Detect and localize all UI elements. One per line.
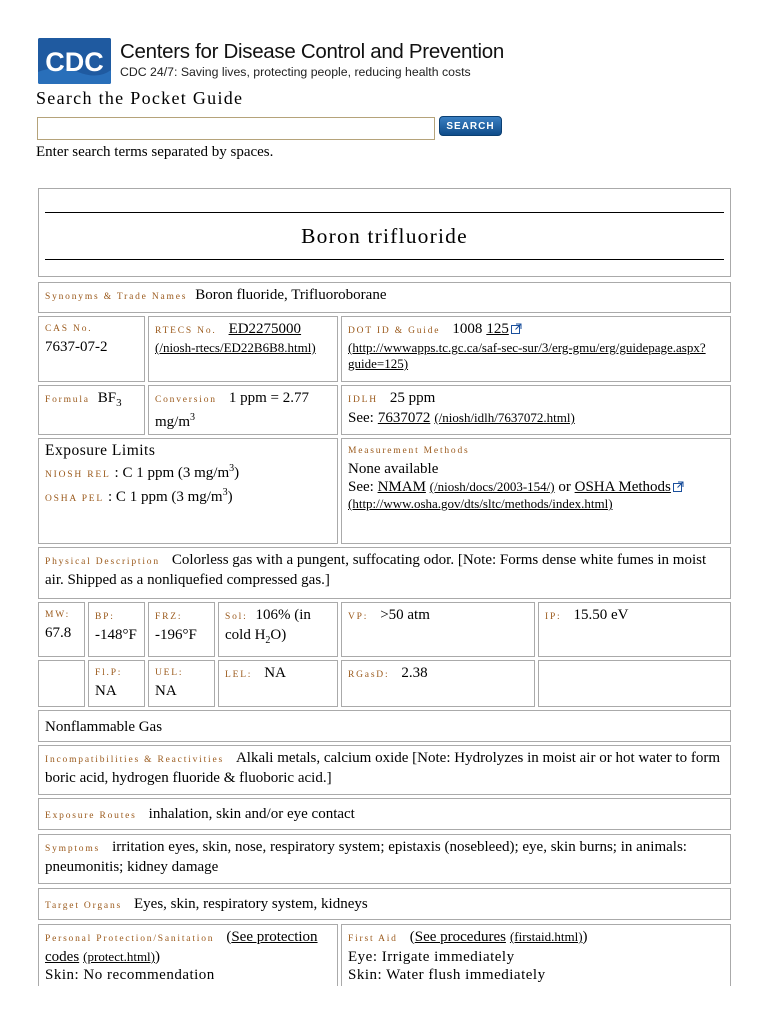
external-link-icon [673, 481, 684, 492]
osha-pel-label: OSHA PEL [45, 494, 105, 504]
idlh-url[interactable]: (/niosh/idlh/7637072.html) [434, 410, 575, 425]
svg-text:CDC: CDC [45, 47, 104, 77]
ppe-skin: Skin: No recommendation [45, 967, 215, 983]
external-link-icon [511, 323, 522, 334]
sol-value: 106% (in cold $H_2O$) [225, 607, 311, 646]
symptoms-value: irritation eyes, skin, nose, respiratory system; epistaxis (nosebleed); eye, skin burns; in animals: pneumonitis; kidney damage [45, 839, 687, 875]
synonyms-label: Synonyms & Trade Names [45, 292, 188, 302]
niosh-rel-label: NIOSH REL [45, 470, 111, 480]
cas-cell [38, 316, 145, 382]
first-aid-label: First Aid [348, 934, 398, 944]
nmam-link[interactable]: NMAM [377, 479, 426, 495]
bp-label: BP: [95, 612, 115, 622]
cas-value: 7637-07-2 [45, 339, 108, 355]
target-organs-row [38, 888, 731, 920]
osha-methods-url[interactable]: (http://www.osha.gov/dts/sltc/methods/index.html) [348, 496, 613, 511]
vp-cell [341, 602, 535, 657]
chemical-name: Boron trifluoride [301, 224, 468, 248]
dot-guide-link[interactable]: 125 [486, 321, 509, 337]
exposure-routes-row [38, 798, 731, 830]
niosh-rel-value: : C 1 ppm (3 $mg/m^3$) [114, 463, 240, 481]
measurement-label: Measurement Methods [348, 446, 470, 456]
physical-description-row [38, 547, 731, 599]
search-button[interactable]: SEARCH [439, 116, 502, 136]
empty-cell [38, 660, 85, 707]
search-hint: Enter search terms separated by spaces. [36, 144, 274, 160]
sol-cell [218, 602, 338, 657]
first-aid-skin: Skin: Water flush immediately [348, 967, 546, 983]
site-header [38, 38, 738, 86]
ip-value: 15.50 eV [573, 607, 629, 623]
site-title[interactable]: Centers for Disease Control and Prevention [120, 40, 504, 63]
symptoms-row [38, 834, 731, 884]
measurement-cell: Measurement Methods None available See: NMAM (/niosh/docs/2003-154/) or OSHA Methods (http://www.osha.gov/dts/sltc/methods/index.html) [341, 438, 731, 544]
conversion-value: 1 ppm = 2.77 $mg/m^3$ [155, 390, 309, 430]
frz-value: -196°F [155, 627, 197, 643]
uel-label: UEL: [155, 668, 184, 678]
osha-methods-link[interactable]: OSHA Methods [574, 479, 671, 495]
physical-label: Physical Description [45, 557, 160, 567]
idlh-cell: IDLH 25 ppm See: 7637072 (/niosh/idlh/7637072.html) [341, 385, 731, 435]
cdc-logo[interactable] [38, 38, 111, 84]
lel-label: LEL: [225, 670, 253, 680]
idlh-value: 25 ppm [389, 390, 436, 406]
search-input[interactable] [37, 117, 435, 140]
ip-cell [538, 602, 731, 657]
vp-label: VP: [348, 612, 369, 622]
first-aid-url[interactable]: (firstaid.html) [509, 929, 583, 944]
nmam-url[interactable]: (/niosh/docs/2003-154/) [429, 479, 555, 494]
dot-id: 1008 [452, 321, 483, 337]
lel-value: NA [264, 665, 286, 681]
measurement-none: None available [348, 461, 439, 477]
rtecs-label: RTECS No. [155, 326, 217, 336]
incompat-label: Incompatibilities & Reactivities [45, 755, 224, 765]
vp-value: >50 atm [380, 607, 430, 623]
target-label: Target Organs [45, 901, 122, 911]
lel-cell [218, 660, 338, 707]
conversion-cell [148, 385, 338, 435]
cas-label: CAS No. [45, 324, 93, 334]
flammability-value: Nonflammable Gas [45, 719, 163, 735]
mw-label: MW: [45, 610, 71, 620]
rtecs-cell [148, 316, 338, 382]
routes-value: inhalation, skin and/or eye contact [148, 806, 355, 822]
synonyms-row [38, 282, 731, 313]
rgasd-label: RGasD: [348, 670, 390, 680]
flp-cell [88, 660, 145, 707]
uel-cell [148, 660, 215, 707]
dot-url[interactable]: (http://wwwapps.tc.gc.ca/saf-sec-sur/3/erg-gmu/erg/guidepage.aspx?guide=125) [348, 340, 706, 371]
formula-cell [38, 385, 145, 435]
ppe-cell: Personal Protection/Sanitation (See protection codes (protect.html)) Skin: No recommendation [38, 924, 338, 986]
first-aid-cell: First Aid (See procedures (firstaid.html)) Eye: Irrigate immediately Skin: Water flush immediately [341, 924, 731, 986]
ppe-label: Personal Protection/Sanitation [45, 934, 215, 944]
flp-value: NA [95, 683, 117, 699]
flammability-row [38, 710, 731, 742]
formula-value: $BF_3$ [97, 390, 122, 409]
exposure-limits-cell [38, 438, 338, 544]
routes-label: Exposure Routes [45, 811, 137, 821]
chemical-title-box [38, 188, 731, 277]
target-value: Eyes, skin, respiratory system, kidneys [134, 896, 368, 912]
osha-pel-value: : C 1 ppm (3 $mg/m^3$) [108, 487, 233, 505]
ip-label: IP: [545, 612, 562, 622]
uel-value: NA [155, 683, 177, 699]
frz-label: FRZ: [155, 612, 183, 622]
mw-value: 67.8 [45, 625, 72, 641]
sol-label: Sol: [225, 612, 248, 622]
bp-cell [88, 602, 145, 657]
first-aid-eye: Eye: Irrigate immediately [348, 949, 515, 965]
frz-cell [148, 602, 215, 657]
ppe-link[interactable]: See protection codes [45, 929, 318, 965]
rgasd-cell [341, 660, 535, 707]
dot-cell [341, 316, 731, 382]
bp-value: -148°F [95, 627, 137, 643]
incompatibilities-row [38, 745, 731, 795]
symptoms-label: Symptoms [45, 844, 101, 854]
first-aid-link[interactable]: See procedures [414, 929, 506, 945]
formula-label: Formula [45, 395, 90, 405]
rtecs-url[interactable]: (/niosh-rtecs/ED22B6B8.html) [155, 340, 316, 355]
flp-label: Fl.P: [95, 668, 123, 678]
physical-value: Colorless gas with a pungent, suffocating odor. [Note: Forms dense white fumes in moist air. Shipped as a nonliquefied compressed gas.] [45, 552, 707, 588]
mw-cell [38, 602, 85, 657]
conversion-label: Conversion [155, 395, 217, 405]
synonyms-value: Boron fluoride, Trifluoroborane [195, 287, 387, 303]
incompat-value: Alkali metals, calcium oxide [Note: Hydrolyzes in moist air or hot water to form boric acid, hydrogen fluoride & fluoboric acid.] [45, 750, 721, 786]
site-tagline: CDC 24/7: Saving lives, protecting people, reducing health costs [120, 65, 471, 79]
exposure-limits-title: Exposure Limits [45, 442, 156, 459]
rgasd-value: 2.38 [401, 665, 428, 681]
ppe-url[interactable]: (protect.html) [83, 949, 155, 964]
rtecs-link[interactable]: ED2275000 [228, 321, 302, 337]
empty-cell [538, 660, 731, 707]
idlh-label: IDLH [348, 395, 378, 405]
search-heading: Search the Pocket Guide [36, 88, 244, 108]
idlh-link[interactable]: 7637072 [377, 410, 431, 426]
dot-label: DOT ID & Guide [348, 326, 441, 336]
